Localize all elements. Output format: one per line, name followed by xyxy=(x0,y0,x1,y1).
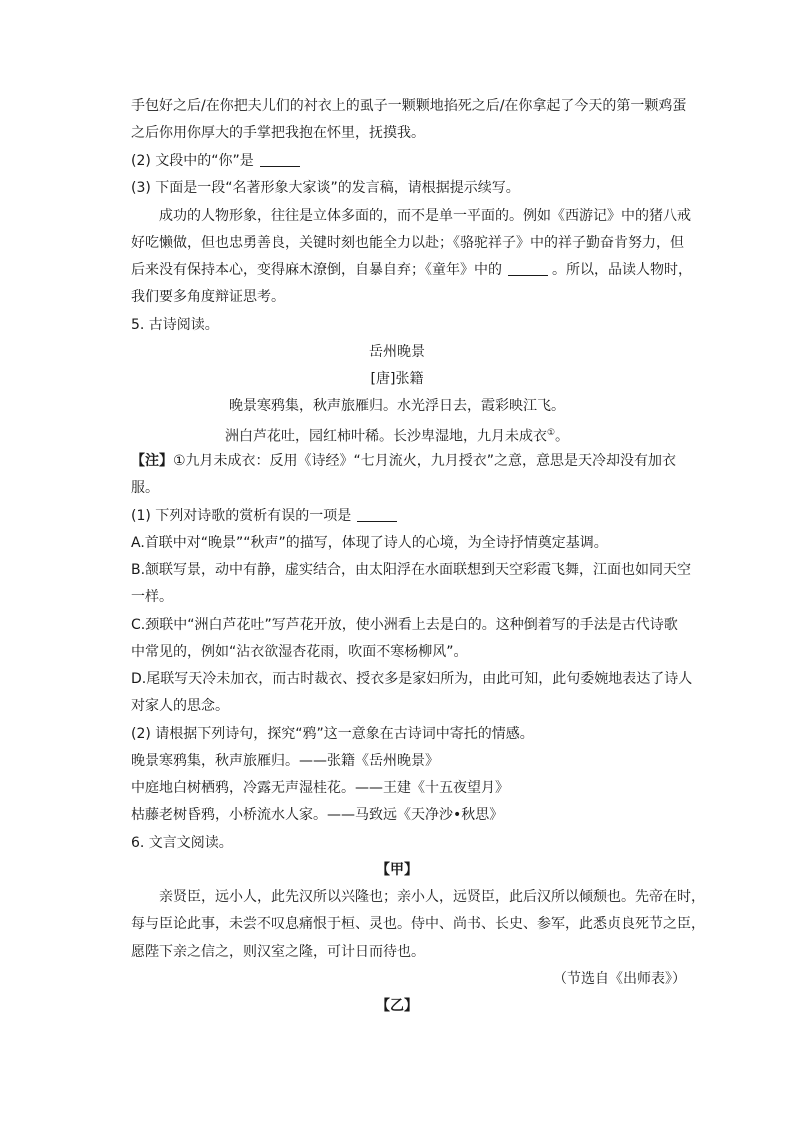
note-label: 【注】 xyxy=(131,453,173,469)
option-a: A.首联中对“晚景”“秋声”的描写，体现了诗人的心境，为全诗抒情奠定基调。 xyxy=(131,535,608,551)
text-line: 成功的人物形象，往往是立体多面的，而不是单一平面的。例如《西游记》中的猪八戒 xyxy=(159,208,691,224)
passage-source: （节选自《出师表》） xyxy=(553,971,686,987)
poem-note xyxy=(131,451,676,471)
section-5-heading: 5. 古诗阅读。 xyxy=(131,317,219,333)
text-line: 服。 xyxy=(131,480,159,496)
text-line: 手包好之后/在你把夫儿们的衬衣上的虱子一颗颗地掐死之后/在你拿起了今天的第一颗鸡蛋 xyxy=(131,98,687,114)
answer-blank xyxy=(357,507,397,522)
text-line: 我们要多角度辩证思考。 xyxy=(131,289,285,305)
question-3: (3) 下面是一段“名著形象大家谈”的发言稿，请根据提示续写。 xyxy=(131,180,520,196)
classical-text-line: 亲贤臣，远小人，此先汉所以兴隆也；亲小人，远贤臣，此后汉所以倾颓也。先帝在时， xyxy=(159,889,705,905)
question-2 xyxy=(131,151,300,171)
text-line xyxy=(131,260,692,280)
verse-line: 中庭地白树栖鸦，冷露无声湿桂花。——王建《十五夜望月》 xyxy=(131,780,509,796)
text-line: 之后你用你厚大的手掌把我抱在怀里，抚摸我。 xyxy=(131,125,425,141)
poem-text: 洲白芦花吐，园红柿叶稀。长沙卑湿地，九月未成衣 xyxy=(224,428,547,445)
verse-line: 枯藤老树昏鸦，小桥流水人家。——马致远《天净沙•秋思》 xyxy=(131,807,504,823)
answer-blank xyxy=(260,152,300,167)
poem-line: 晚景寒鸦集，秋声旅雁归。水光浮日去，霞彩映江飞。 xyxy=(229,398,565,414)
classical-text-line: 每与臣论此事，未尝不叹息痛恨于桓、灵也。侍中、尚书、长史、参军，此悉贞良死节之臣， xyxy=(131,916,705,932)
option-d: D.尾联写天冷未加衣，而古时裁衣、授衣多是家妇所为，由此可知，此句委婉地表达了诗人 xyxy=(131,671,693,687)
option-b: B.颔联写景，动中有静，虚实结合，由太阳浮在水面联想到天空彩霞飞舞，江面也如同天空 xyxy=(131,562,692,578)
question-text: (1) 下列对诗歌的赏析有误的一项是 xyxy=(131,508,352,524)
option-c: C.颈联中“洲白芦花吐”写芦花开放，使小洲看上去是白的。这种倒着写的手法是古代诗歌 xyxy=(131,617,678,633)
passage-yi-label: 【乙】 xyxy=(376,998,418,1014)
verse-line: 晚景寒鸦集，秋声旅雁归。——张籍《岳州晚景》 xyxy=(131,753,439,769)
question-5-2: (2) 请根据下列诗句，探究“鸦”这一意象在古诗词中寄托的情感。 xyxy=(131,726,534,742)
poem-author: [唐]张籍 xyxy=(370,371,424,387)
poem-text: 。 xyxy=(555,428,570,445)
passage-jia-label: 【甲】 xyxy=(376,862,418,878)
option-d-cont: 对家人的思念。 xyxy=(131,698,229,714)
poem-title: 岳州晚景 xyxy=(369,344,425,360)
poem-line xyxy=(0,423,794,447)
option-b-cont: 一样。 xyxy=(131,589,173,605)
text-segment: 。所以，品读人物时， xyxy=(552,262,692,278)
text-segment: 后来没有保持本心，变得麻木潦倒，自暴自弃；《童年》中的 xyxy=(131,262,502,278)
answer-blank xyxy=(508,261,548,276)
question-text: (2) 文段中的“你”是 xyxy=(131,153,254,169)
section-6-heading: 6. 文言文阅读。 xyxy=(131,835,233,851)
question-5-1 xyxy=(131,506,397,526)
footnote-mark: ① xyxy=(546,428,556,438)
note-text: ①九月未成衣：反用《诗经》“七月流火，九月授衣”之意，意思是天冷却没有加衣 xyxy=(173,453,677,469)
text-line: 好吃懒做，但也忠勇善良，关键时刻也能全力以赴；《骆驼祥子》中的祥子勤奋肯努力，但 xyxy=(131,235,684,251)
classical-text-line: 愿陛下亲之信之，则汉室之隆，可计日而待也。 xyxy=(131,944,425,960)
option-c-cont: 中常见的，例如“沾衣欲湿杏花雨，吹面不寒杨柳风”。 xyxy=(131,644,468,660)
